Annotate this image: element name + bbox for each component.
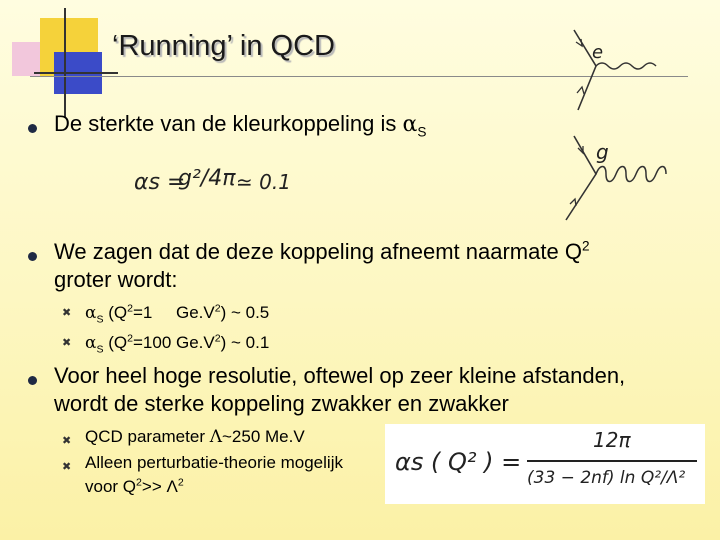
subitem-text: ) ~ 0.1: [220, 333, 270, 352]
bullet-2-line-1: [54, 238, 590, 266]
subitem-text: (Q: [103, 303, 128, 322]
cross-bullet-icon: ✖: [62, 307, 72, 319]
electron-label: e: [592, 42, 604, 63]
superscript: 2: [136, 476, 142, 489]
subitem-alpha-2: [85, 332, 269, 354]
superscript: 2: [177, 476, 184, 489]
q-squared-sup: 2: [581, 238, 590, 254]
subitem-perturbation-line-2: [85, 476, 184, 498]
bullet-3-line-1: Voor heel hoge resolutie, oftewel op zeer kleine afstanden,: [54, 363, 626, 388]
bullet-dot: [28, 376, 37, 385]
running-coupling-formula: [385, 424, 705, 504]
alpha-symbol: α: [85, 303, 97, 323]
feynman-diagram-gluon-vertex: [540, 130, 700, 230]
gluon-label: g: [596, 140, 609, 164]
subitem-text: =100 Ge.V: [132, 333, 215, 352]
formula-numerator: 12π: [593, 428, 631, 452]
formula-lhs: αs ( Q² ) =: [395, 448, 522, 476]
deco-horizontal-line: [34, 72, 118, 74]
subitem-text: (Q: [103, 333, 128, 352]
bullet-3-line-2: wordt de sterke koppeling zwakker en zwakker: [54, 391, 509, 416]
alpha-estimate-rhs: ≃ 0.1: [236, 170, 291, 194]
alpha-estimate-lhs: αs =: [134, 170, 186, 195]
formula-denominator: (33 − 2nf) ln Q²/Λ²: [527, 468, 686, 488]
cross-bullet-icon: ✖: [62, 435, 72, 447]
subitem-text: >> Λ: [141, 477, 178, 496]
cross-bullet-icon: ✖: [62, 461, 72, 473]
bullet-2-text: We zagen dat de deze koppeling afneemt naarmate Q: [54, 239, 582, 264]
subitem-text: QCD parameter: [85, 427, 210, 446]
alpha-subscript: S: [96, 313, 104, 326]
alpha-symbol: α: [85, 333, 97, 353]
subitem-text: ) ~ 0.5: [220, 303, 270, 322]
alpha-symbol: α: [402, 112, 418, 137]
subitem-text: =1 Ge.V: [132, 303, 215, 322]
feynman-diagram-electron-vertex: [540, 20, 700, 120]
subitem-qcd-parameter: [85, 426, 305, 448]
deco-vertical-line: [64, 8, 66, 118]
subitem-text: voor Q: [85, 477, 137, 496]
subitem-text: ~250 Me.V: [221, 427, 305, 446]
deco-square-pink: [12, 42, 40, 76]
subitem-alpha-1: [85, 302, 269, 324]
lambda-symbol: Λ: [209, 427, 222, 447]
bullet-1-label: De sterkte van de kleurkoppeling is: [54, 111, 403, 136]
fraction-bar: [527, 460, 697, 462]
slide-title: ‘Running’ in QCD: [112, 30, 335, 62]
cross-bullet-icon: ✖: [62, 337, 72, 349]
alpha-subscript: S: [417, 124, 427, 140]
bullet-2-line-2: groter wordt:: [54, 267, 178, 292]
alpha-estimate-fraction: g²/4π: [178, 166, 236, 191]
superscript: 2: [214, 332, 221, 345]
bullet-dot: [28, 124, 37, 133]
superscript: 2: [127, 302, 133, 315]
superscript: 2: [214, 302, 221, 315]
superscript: 2: [127, 332, 133, 345]
subitem-perturbation-line-1: Alleen perturbatie-theorie mogelijk: [85, 453, 343, 472]
alpha-subscript: S: [96, 343, 104, 356]
bullet-dot: [28, 252, 37, 261]
bullet-1-text: [54, 110, 426, 139]
